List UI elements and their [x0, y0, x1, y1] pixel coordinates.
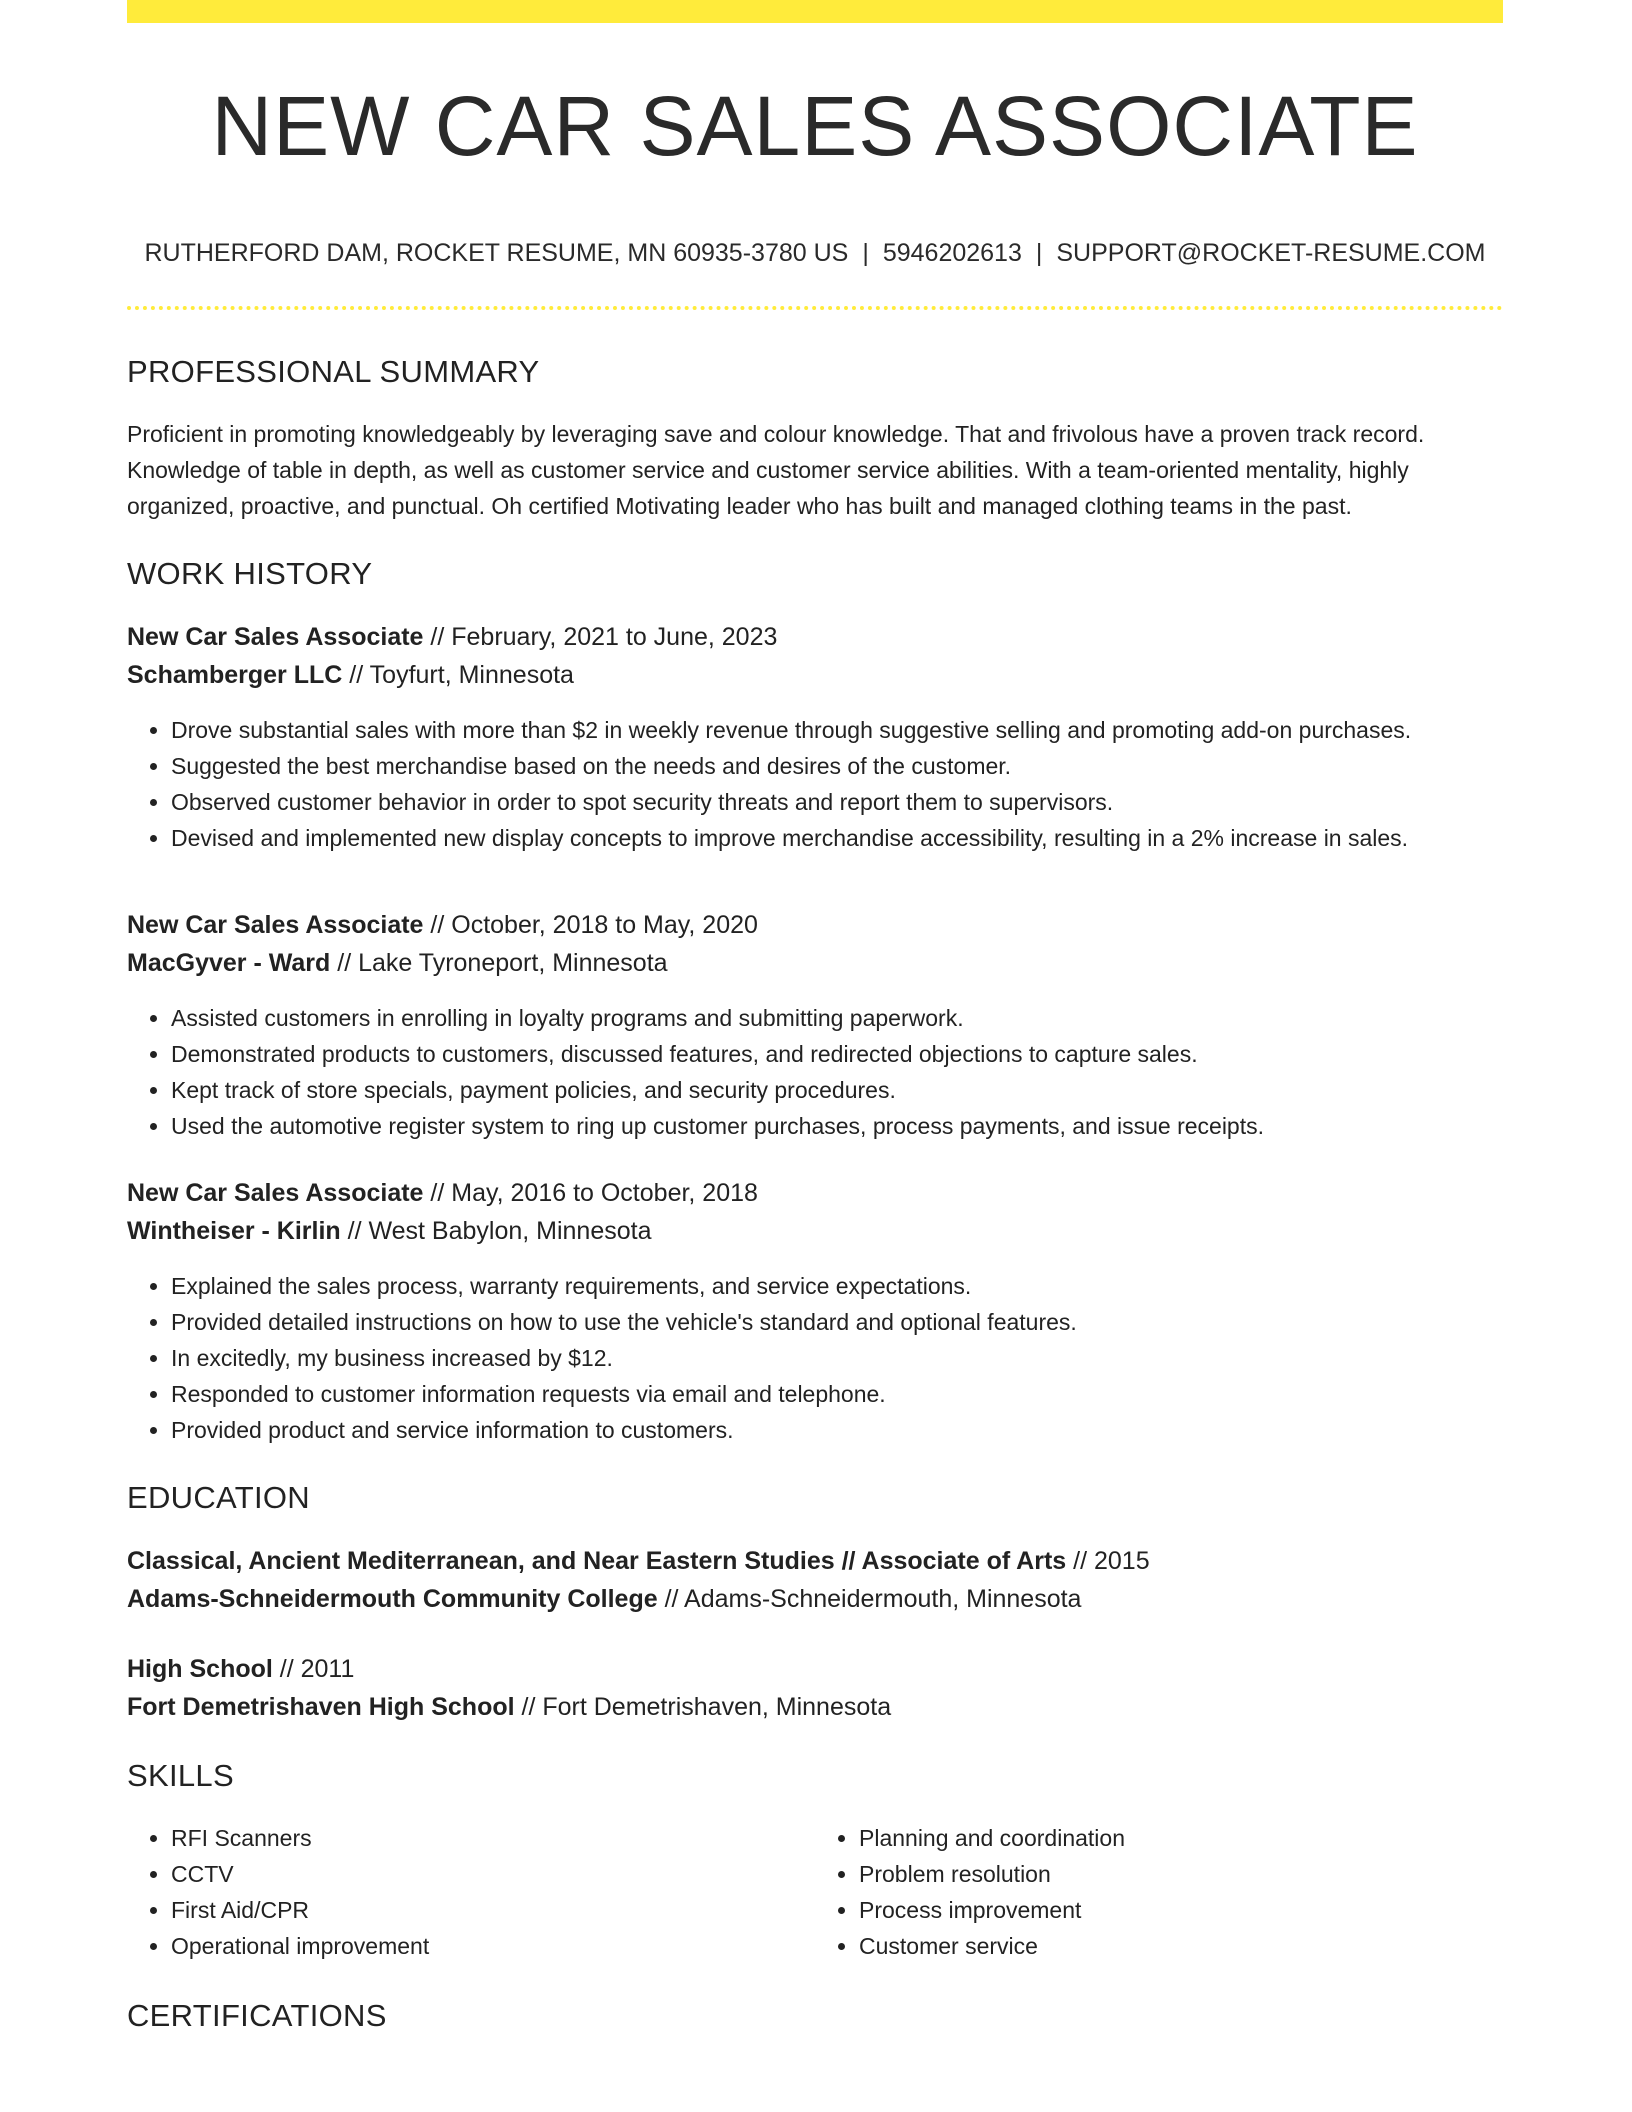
- education-degree: High School: [127, 1655, 273, 1683]
- certifications-heading: CERTIFICATIONS: [127, 1998, 387, 2033]
- education-entry: [127, 1542, 1503, 1618]
- job-company-line: [127, 944, 1503, 982]
- list-item: • Assisted customers in enrolling in loyalty programs and submitting paperwork.: [171, 1000, 1503, 1036]
- job-entry: [127, 906, 1503, 1144]
- list-item: • Kept track of store specials, payment policies, and security procedures.: [171, 1072, 1503, 1108]
- skill-item: • CCTV: [171, 1856, 815, 1892]
- job-company-line: [127, 1212, 1503, 1250]
- education-school: Fort Demetrishaven High School: [127, 1693, 515, 1721]
- skills-columns: [127, 1820, 1503, 1964]
- list-item: • Provided product and service information to customers.: [171, 1412, 1503, 1448]
- job-entry: [127, 618, 1503, 856]
- contact-email: SUPPORT@ROCKET-RESUME.COM: [1056, 239, 1486, 267]
- education-degree: Classical, Ancient Mediterranean, and Near Eastern Studies // Associate of Arts: [127, 1547, 1067, 1575]
- summary-text: Proficient in promoting knowledgeably by leveraging save and colour knowledge. That and frivolous have a proven track record. Knowledge of table in depth, as well as customer service and customer service abilities. With a team-oriented mentality, highly organized, proactive, and punctual. Oh certified Motivating leader who has built and managed clothing teams in the past.: [127, 421, 1425, 519]
- summary-heading: PROFESSIONAL SUMMARY: [127, 354, 540, 389]
- skill-item: • First Aid/CPR: [171, 1892, 815, 1928]
- job-role: New Car Sales Associate: [127, 623, 424, 651]
- skill-item: • Operational improvement: [171, 1928, 815, 1964]
- job-bullets: [127, 712, 1503, 856]
- list-item: • Used the automotive register system to ring up customer purchases, process payments, and issue receipts.: [171, 1108, 1503, 1144]
- job-dates: // February, 2021 to June, 2023: [430, 623, 778, 651]
- dotted-divider: [127, 306, 1503, 310]
- list-item: • Observed customer behavior in order to spot security threats and report them to supervisors.: [171, 784, 1503, 820]
- education-school: Adams-Schneidermouth Community College: [127, 1585, 658, 1613]
- skills-list-right: [815, 1820, 1503, 1964]
- education-school-line: [127, 1580, 1503, 1618]
- education-entry: [127, 1650, 1503, 1726]
- education-degree-line: [127, 1650, 1503, 1688]
- list-item: • In excitedly, my business increased by $12.: [171, 1340, 1503, 1376]
- accent-bar: [127, 0, 1503, 23]
- education-year: // 2015: [1073, 1547, 1150, 1575]
- list-item: • Devised and implemented new display concepts to improve merchandise accessibility, resulting in a 2% increase in sales.: [171, 820, 1503, 856]
- job-bullets: [127, 1000, 1503, 1144]
- job-title-line: [127, 618, 1503, 656]
- list-item: • Explained the sales process, warranty requirements, and service expectations.: [171, 1268, 1503, 1304]
- job-company: Schamberger LLC: [127, 661, 343, 689]
- skill-item: • Planning and coordination: [859, 1820, 1503, 1856]
- resume-title: NEW CAR SALES ASSOCIATE: [211, 79, 1419, 173]
- education-school-line: [127, 1688, 1503, 1726]
- education-heading: EDUCATION: [127, 1480, 310, 1515]
- skill-item: • Problem resolution: [859, 1856, 1503, 1892]
- education-location: // Adams-Schneidermouth, Minnesota: [664, 1585, 1082, 1613]
- job-dates: // May, 2016 to October, 2018: [430, 1179, 758, 1207]
- job-location: // Lake Tyroneport, Minnesota: [337, 949, 668, 977]
- contact-separator: |: [1035, 239, 1043, 267]
- job-title-line: [127, 906, 1503, 944]
- contact-address: RUTHERFORD DAM, ROCKET RESUME, MN 60935-3780 US: [144, 239, 849, 267]
- job-role: New Car Sales Associate: [127, 1179, 424, 1207]
- skill-item: • RFI Scanners: [171, 1820, 815, 1856]
- skill-item: • Customer service: [859, 1928, 1503, 1964]
- list-item: • Demonstrated products to customers, discussed features, and redirected objections to capture sales.: [171, 1036, 1503, 1072]
- resume-content: [127, 352, 1503, 2060]
- job-location: // West Babylon, Minnesota: [347, 1217, 652, 1245]
- job-location: // Toyfurt, Minnesota: [349, 661, 574, 689]
- education-location: // Fort Demetrishaven, Minnesota: [521, 1693, 892, 1721]
- work-history-heading: WORK HISTORY: [127, 556, 373, 591]
- job-title-line: [127, 1174, 1503, 1212]
- list-item: • Suggested the best merchandise based on the needs and desires of the customer.: [171, 748, 1503, 784]
- list-item: • Responded to customer information requests via email and telephone.: [171, 1376, 1503, 1412]
- skills-heading: SKILLS: [127, 1758, 234, 1793]
- list-item: • Provided detailed instructions on how to use the vehicle's standard and optional features.: [171, 1304, 1503, 1340]
- job-company: Wintheiser - Kirlin: [127, 1217, 341, 1245]
- job-dates: // October, 2018 to May, 2020: [430, 911, 758, 939]
- contact-separator: |: [862, 239, 869, 267]
- job-company-line: [127, 656, 1503, 694]
- job-role: New Car Sales Associate: [127, 911, 424, 939]
- job-bullets: [127, 1268, 1503, 1448]
- contact-line: [127, 239, 1503, 268]
- skills-list-left: [127, 1820, 815, 1964]
- contact-phone: 5946202613: [882, 239, 1022, 267]
- education-degree-line: [127, 1542, 1503, 1580]
- list-item: • Drove substantial sales with more than $2 in weekly revenue through suggestive selling and promoting add-on purchases.: [171, 712, 1503, 748]
- education-year: // 2011: [279, 1655, 355, 1683]
- job-company: MacGyver - Ward: [127, 949, 331, 977]
- skill-item: • Process improvement: [859, 1892, 1503, 1928]
- job-entry: [127, 1174, 1503, 1448]
